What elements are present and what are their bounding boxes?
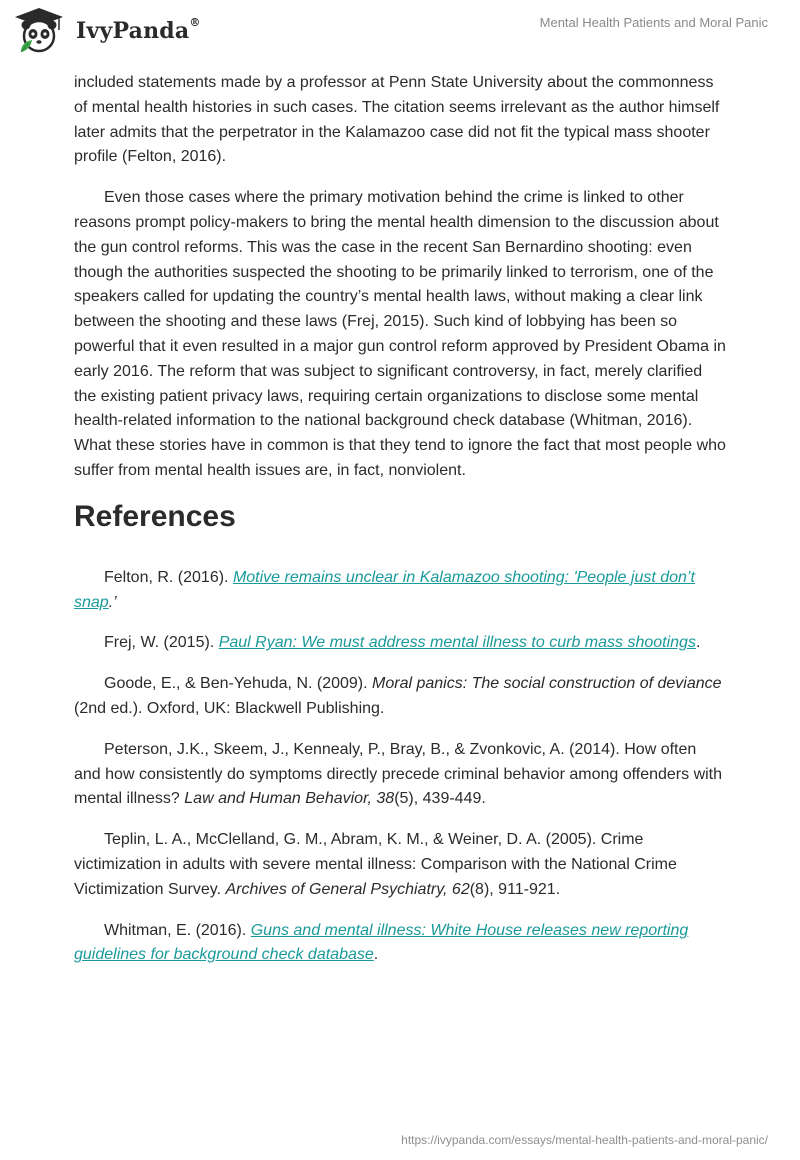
essay-content (74, 71, 726, 984)
reference-trail: (2nd ed.). Oxford, UK: Blackwell Publishing. (74, 699, 385, 717)
reference-item (74, 738, 726, 812)
brand-text: IvyPanda (76, 18, 190, 44)
references-heading: References (74, 499, 236, 533)
reference-link[interactable]: Motive remains unclear in Kalamazoo shooting: 'People just don’t snap (74, 568, 695, 611)
reference-trail: . (695, 634, 701, 652)
footer-source-url[interactable]: https://ivypanda.com/essays/mental-health-patients-and-moral-panic/ (401, 1133, 768, 1147)
body-paragraph: Even those cases where the primary motivation behind the crime is linked to other reasons prompt policy-makers to bring the mental health dimension to the discussion about the gun control reforms. This was the case in the recent San Bernardino shooting: even though the authorities suspected the shooting to be primarily linked to terrorism, one of the speakers called for updating the country’s mental health laws, without making a clear link between the shooting and these laws (Frej, 2015). Such kind of lobbying has been so powerful that it even resulted in a major gun control reform approved by President Obama in early 2016. The reform that was subject to significant controversy, in fact, merely clarified the existing patient privacy laws, requiring certain organizations to disclose some mental health-related information to the national background check database (Whitman, 2016). What these stories have in common is that they tend to ignore the fact that most people who suffer from mental health issues are, in fact, nonviolent. (74, 189, 726, 479)
reference-item (74, 919, 726, 969)
document-title: Mental Health Patients and Moral Panic (539, 15, 768, 30)
reference-trail: .’ (108, 593, 117, 611)
reference-journal: Archives of General Psychiatry, 62 (225, 880, 470, 898)
reference-author: Teplin, L. A., McClelland, G. M., Abram, K. M., & Weiner, D. A. (2005). Crime victimization in adults with severe mental illness: Comparison with the National Crime Victimization Survey. (74, 831, 677, 898)
reference-item (74, 828, 726, 902)
reference-title: Moral panics: The social construction of deviance (372, 675, 722, 693)
reference-author: Goode, E., & Ben-Yehuda, N. (2009). (104, 675, 373, 693)
registered-mark: ® (189, 15, 201, 29)
page-header (0, 0, 800, 64)
reference-link[interactable]: Paul Ryan: We must address mental illness to curb mass shootings (218, 634, 696, 652)
body-paragraph: included statements made by a professor at Penn State University about the commonness of mental health histories in such cases. The citation seems irrelevant as the author himself later admits that the perpetrator in the Kalamazoo case did not fit the typical mass shooter profile (Felton, 2016). (74, 74, 720, 166)
reference-author: Felton, R. (2016). (104, 568, 233, 586)
reference-author: Peterson, J.K., Skeem, J., Kennealy, P., Bray, B., & Zvonkovic, A. (2014). How often and how consistently do symptoms directly precede criminal behavior among offenders with mental illness? (74, 740, 723, 808)
reference-trail: (8), 911-921. (469, 880, 561, 898)
reference-item (74, 631, 726, 656)
reference-trail: (5), 439-449. (394, 790, 486, 808)
reference-trail: . (373, 946, 379, 964)
reference-item (74, 566, 726, 616)
reference-journal: Law and Human Behavior, 38 (184, 790, 395, 808)
reference-author: Frej, W. (2015). (104, 634, 219, 652)
references-list (74, 566, 726, 968)
ivypanda-logo-icon[interactable] (12, 6, 66, 56)
reference-author: Whitman, E. (2016). (104, 921, 251, 939)
reference-link[interactable]: Guns and mental illness: White House releases new reporting guidelines for background check database (74, 921, 689, 964)
brand-name[interactable] (76, 15, 201, 44)
reference-item (74, 672, 726, 722)
